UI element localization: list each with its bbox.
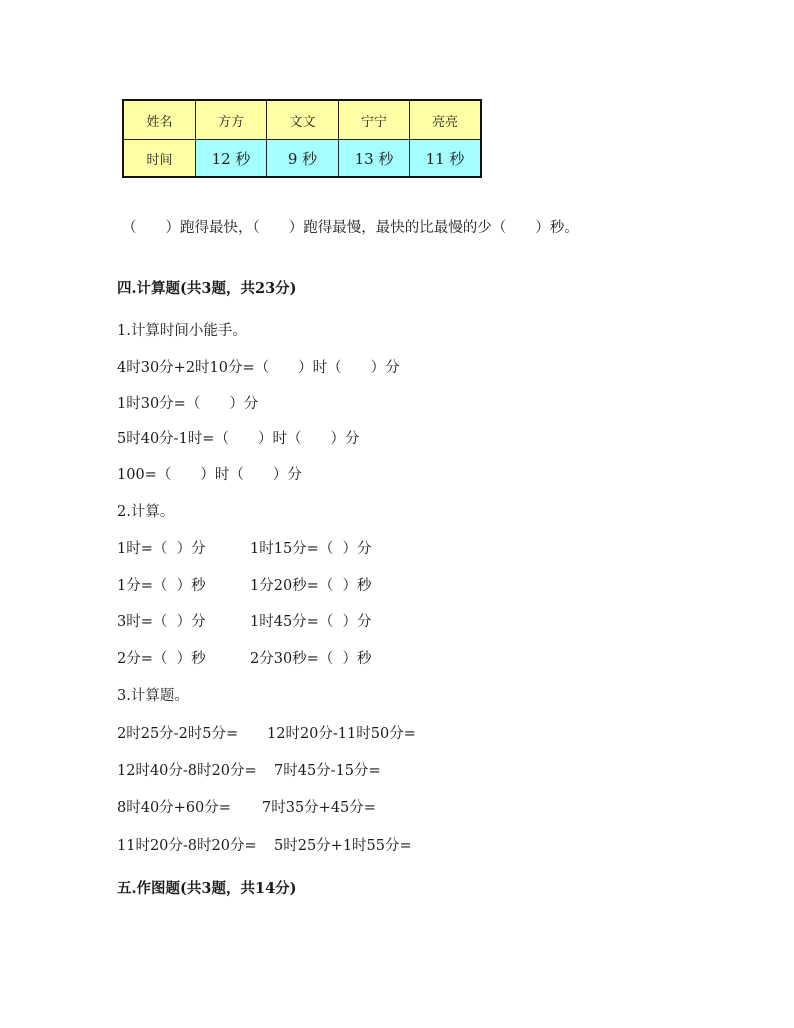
- header-name-label: 姓名: [123, 100, 196, 140]
- table-time-row: [123, 140, 481, 178]
- q2-right-item: 1时15分=（ ）分: [250, 541, 372, 557]
- q2-title: 2.计算。: [117, 504, 175, 520]
- q2-left-item: 1时=（ ）分: [117, 541, 206, 557]
- time-wenwen: 9 秒: [267, 140, 339, 178]
- q3-left-item: 12时40分-8时20分=: [117, 763, 257, 779]
- section-4-title: 四.计算题(共3题，共23分): [117, 280, 297, 297]
- q2-right-item: 2分30秒=（ ）秒: [250, 651, 372, 667]
- time-liangliang: 11 秒: [410, 140, 482, 178]
- q2-right-item: 1分20秒=（ ）秒: [250, 578, 372, 594]
- q3-left-item: 8时40分+60分=: [117, 800, 231, 816]
- header-liangliang: 亮亮: [410, 100, 482, 140]
- section-5-title: 五.作图题(共3题，共14分): [117, 880, 297, 897]
- q3-right-item: 7时35分+45分=: [262, 800, 376, 816]
- q3-title: 3.计算题。: [117, 688, 189, 704]
- q1-item: 100=（ ）时（ ）分: [117, 467, 302, 483]
- row-time-label: 时间: [123, 140, 196, 178]
- race-time-table: [122, 99, 482, 178]
- q2-left-item: 1分=（ ）秒: [117, 578, 206, 594]
- q1-item: 4时30分+2时10分=（ ）时（ ）分: [117, 360, 400, 376]
- q1-item: 5时40分-1时=（ ）时（ ）分: [117, 431, 360, 447]
- fill-blank-question: （ ）跑得最快，（ ）跑得最慢，最快的比最慢的少（ ）秒。: [122, 220, 579, 236]
- q3-left-item: 2时25分-2时5分=: [117, 726, 239, 742]
- q3-left-item: 11时20分-8时20分=: [117, 838, 257, 854]
- q1-title: 1.计算时间小能手。: [117, 323, 247, 339]
- time-ningning: 13 秒: [339, 140, 410, 178]
- q3-right-item: 7时45分-15分=: [274, 763, 381, 779]
- header-fangfang: 方方: [196, 100, 267, 140]
- header-wenwen: 文文: [267, 100, 339, 140]
- q2-left-item: 3时=（ ）分: [117, 614, 206, 630]
- q3-right-item: 12时20分-11时50分=: [267, 726, 416, 742]
- q3-right-item: 5时25分+1时55分=: [274, 838, 412, 854]
- q2-left-item: 2分=（ ）秒: [117, 651, 206, 667]
- table-header-row: [123, 100, 481, 140]
- q2-right-item: 1时45分=（ ）分: [250, 614, 372, 630]
- header-ningning: 宁宁: [339, 100, 410, 140]
- time-fangfang: 12 秒: [196, 140, 267, 178]
- q1-item: 1时30分=（ ）分: [117, 396, 259, 412]
